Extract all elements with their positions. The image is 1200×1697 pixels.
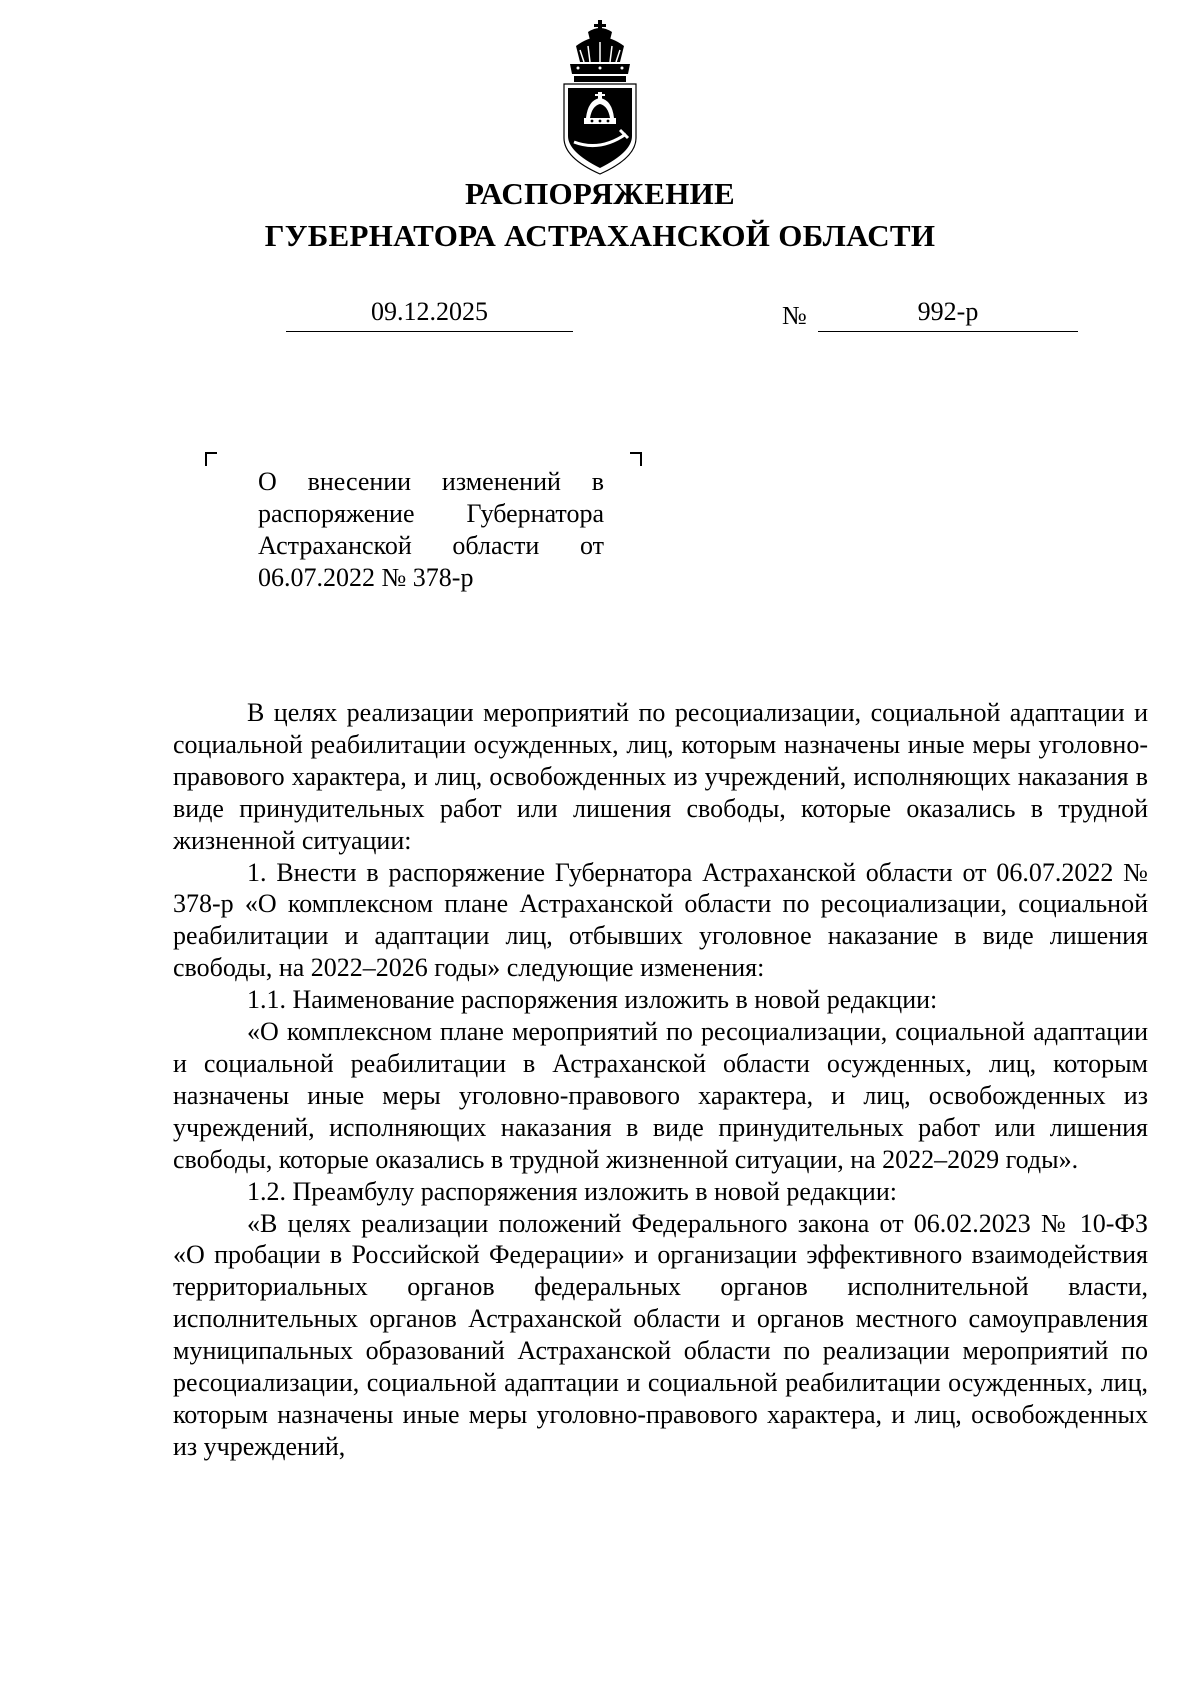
document-subject: О внесении изменений в распоряжение Губернатора Астраханской области от 06.07.2022 № 378-р — [258, 467, 604, 592]
subject-corner-right — [630, 452, 642, 466]
astrakhan-coat-of-arms-icon — [558, 18, 642, 178]
number-sign: № — [782, 301, 807, 330]
document-date: 09.12.2025 — [371, 297, 488, 326]
date-underline — [286, 331, 573, 332]
paragraph: «В целях реализации положений Федерального закона от 06.02.2023 № 10-ФЗ «О пробации в Российской Федерации» и организации эффективного взаимодействия территориальных органов федеральных органов исполнительной власти, исполнительных органов Астраханской области и органов местного самоуправления муниципальных образований Астраханской области по реализации мероприятий по ресоциализации, социальной адаптации и социальной реабилитации осужденных, лиц, которым назначены иные меры уголовно-правового характера, и лиц, освобожденных из учреждений, — [173, 1208, 1148, 1461]
document-number: 992-р — [917, 297, 979, 326]
document-title: РАСПОРЯЖЕНИЕ — [464, 176, 736, 211]
paragraph: «О комплексном плане мероприятий по ресоциализации, социальной адаптации и социальной реабилитации в Астраханской области осужденных, лиц, которым назначены иные меры уголовно-правового характера, и лиц, освобожденных из учреждений, исполняющих наказания в виде принудительных работ или лишения свободы, которые оказались в трудной жизненной ситуации, на 2022–2029 годы». — [173, 1017, 1148, 1174]
number-underline — [818, 331, 1078, 332]
document-body — [173, 697, 1148, 1463]
paragraph: В целях реализации мероприятий по ресоциализации, социальной адаптации и социальной реабилитации осужденных, лиц, которым назначены иные меры уголовно-правового характера, и лиц, освобожденных из учреждений, исполняющих наказания в виде принудительных работ или лишения свободы, которые оказались в трудной жизненной ситуации: — [173, 698, 1148, 855]
paragraph: 1. Внести в распоряжение Губернатора Астраханской области от 06.07.2022 № 378-р «О комплексном плане Астраханской области по ресоциализации, социальной реабилитации и адаптации лиц, отбывших уголовное наказание в виде лишения свободы, на 2022–2026 годы» следующие изменения: — [173, 857, 1148, 983]
document-subtitle: ГУБЕРНАТОРА АСТРАХАНСКОЙ ОБЛАСТИ — [264, 218, 936, 253]
paragraph: 1.1. Наименование распоряжения изложить в новой редакции: — [247, 985, 938, 1015]
subject-corner-left — [205, 452, 217, 466]
paragraph: 1.2. Преамбулу распоряжения изложить в новой редакции: — [247, 1176, 897, 1206]
